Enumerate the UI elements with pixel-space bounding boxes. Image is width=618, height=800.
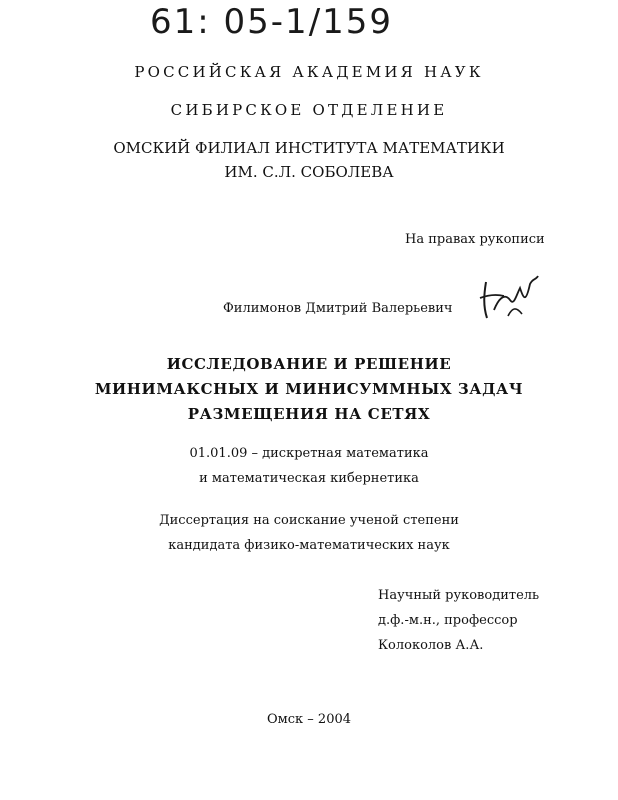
dissertation-title-line3: РАЗМЕЩЕНИЯ НА СЕТЯХ: [187, 405, 431, 423]
supervisor-name: Колоколов А.А.: [378, 638, 484, 653]
degree-line2: кандидата физико-математических наук: [168, 538, 450, 553]
manuscript-note: На правах рукописи: [405, 232, 545, 247]
academy-name: РОССИЙСКАЯ АКАДЕМИЯ НАУК: [134, 63, 484, 81]
specialty-line2: и математическая кибернетика: [199, 471, 419, 486]
dissertation-title-line2: МИНИМАКСНЫХ И МИНИСУММНЫХ ЗАДАЧ: [94, 380, 524, 398]
author-name: Филимонов Дмитрий Валерьевич: [223, 301, 453, 316]
degree-line1: Диссертация на соискание ученой степени: [159, 513, 459, 528]
dissertation-title-line1: ИССЛЕДОВАНИЕ И РЕШЕНИЕ: [166, 355, 452, 373]
handwritten-archive-code: 61: 05-1/159: [150, 2, 394, 42]
supervisor-degree: д.ф.-м.н., профессор: [378, 613, 518, 628]
author-signature: [478, 270, 542, 326]
institute-name-line1: ОМСКИЙ ФИЛИАЛ ИНСТИТУТА МАТЕМАТИКИ: [113, 139, 505, 157]
supervisor-label: Научный руководитель: [378, 588, 540, 603]
place-year: Омск – 2004: [266, 712, 352, 727]
institute-name-line2: ИМ. С.Л. СОБОЛЕВА: [224, 163, 394, 181]
branch-name: СИБИРСКОЕ ОТДЕЛЕНИЕ: [170, 101, 448, 119]
specialty-line1: 01.01.09 – дискретная математика: [189, 446, 429, 461]
